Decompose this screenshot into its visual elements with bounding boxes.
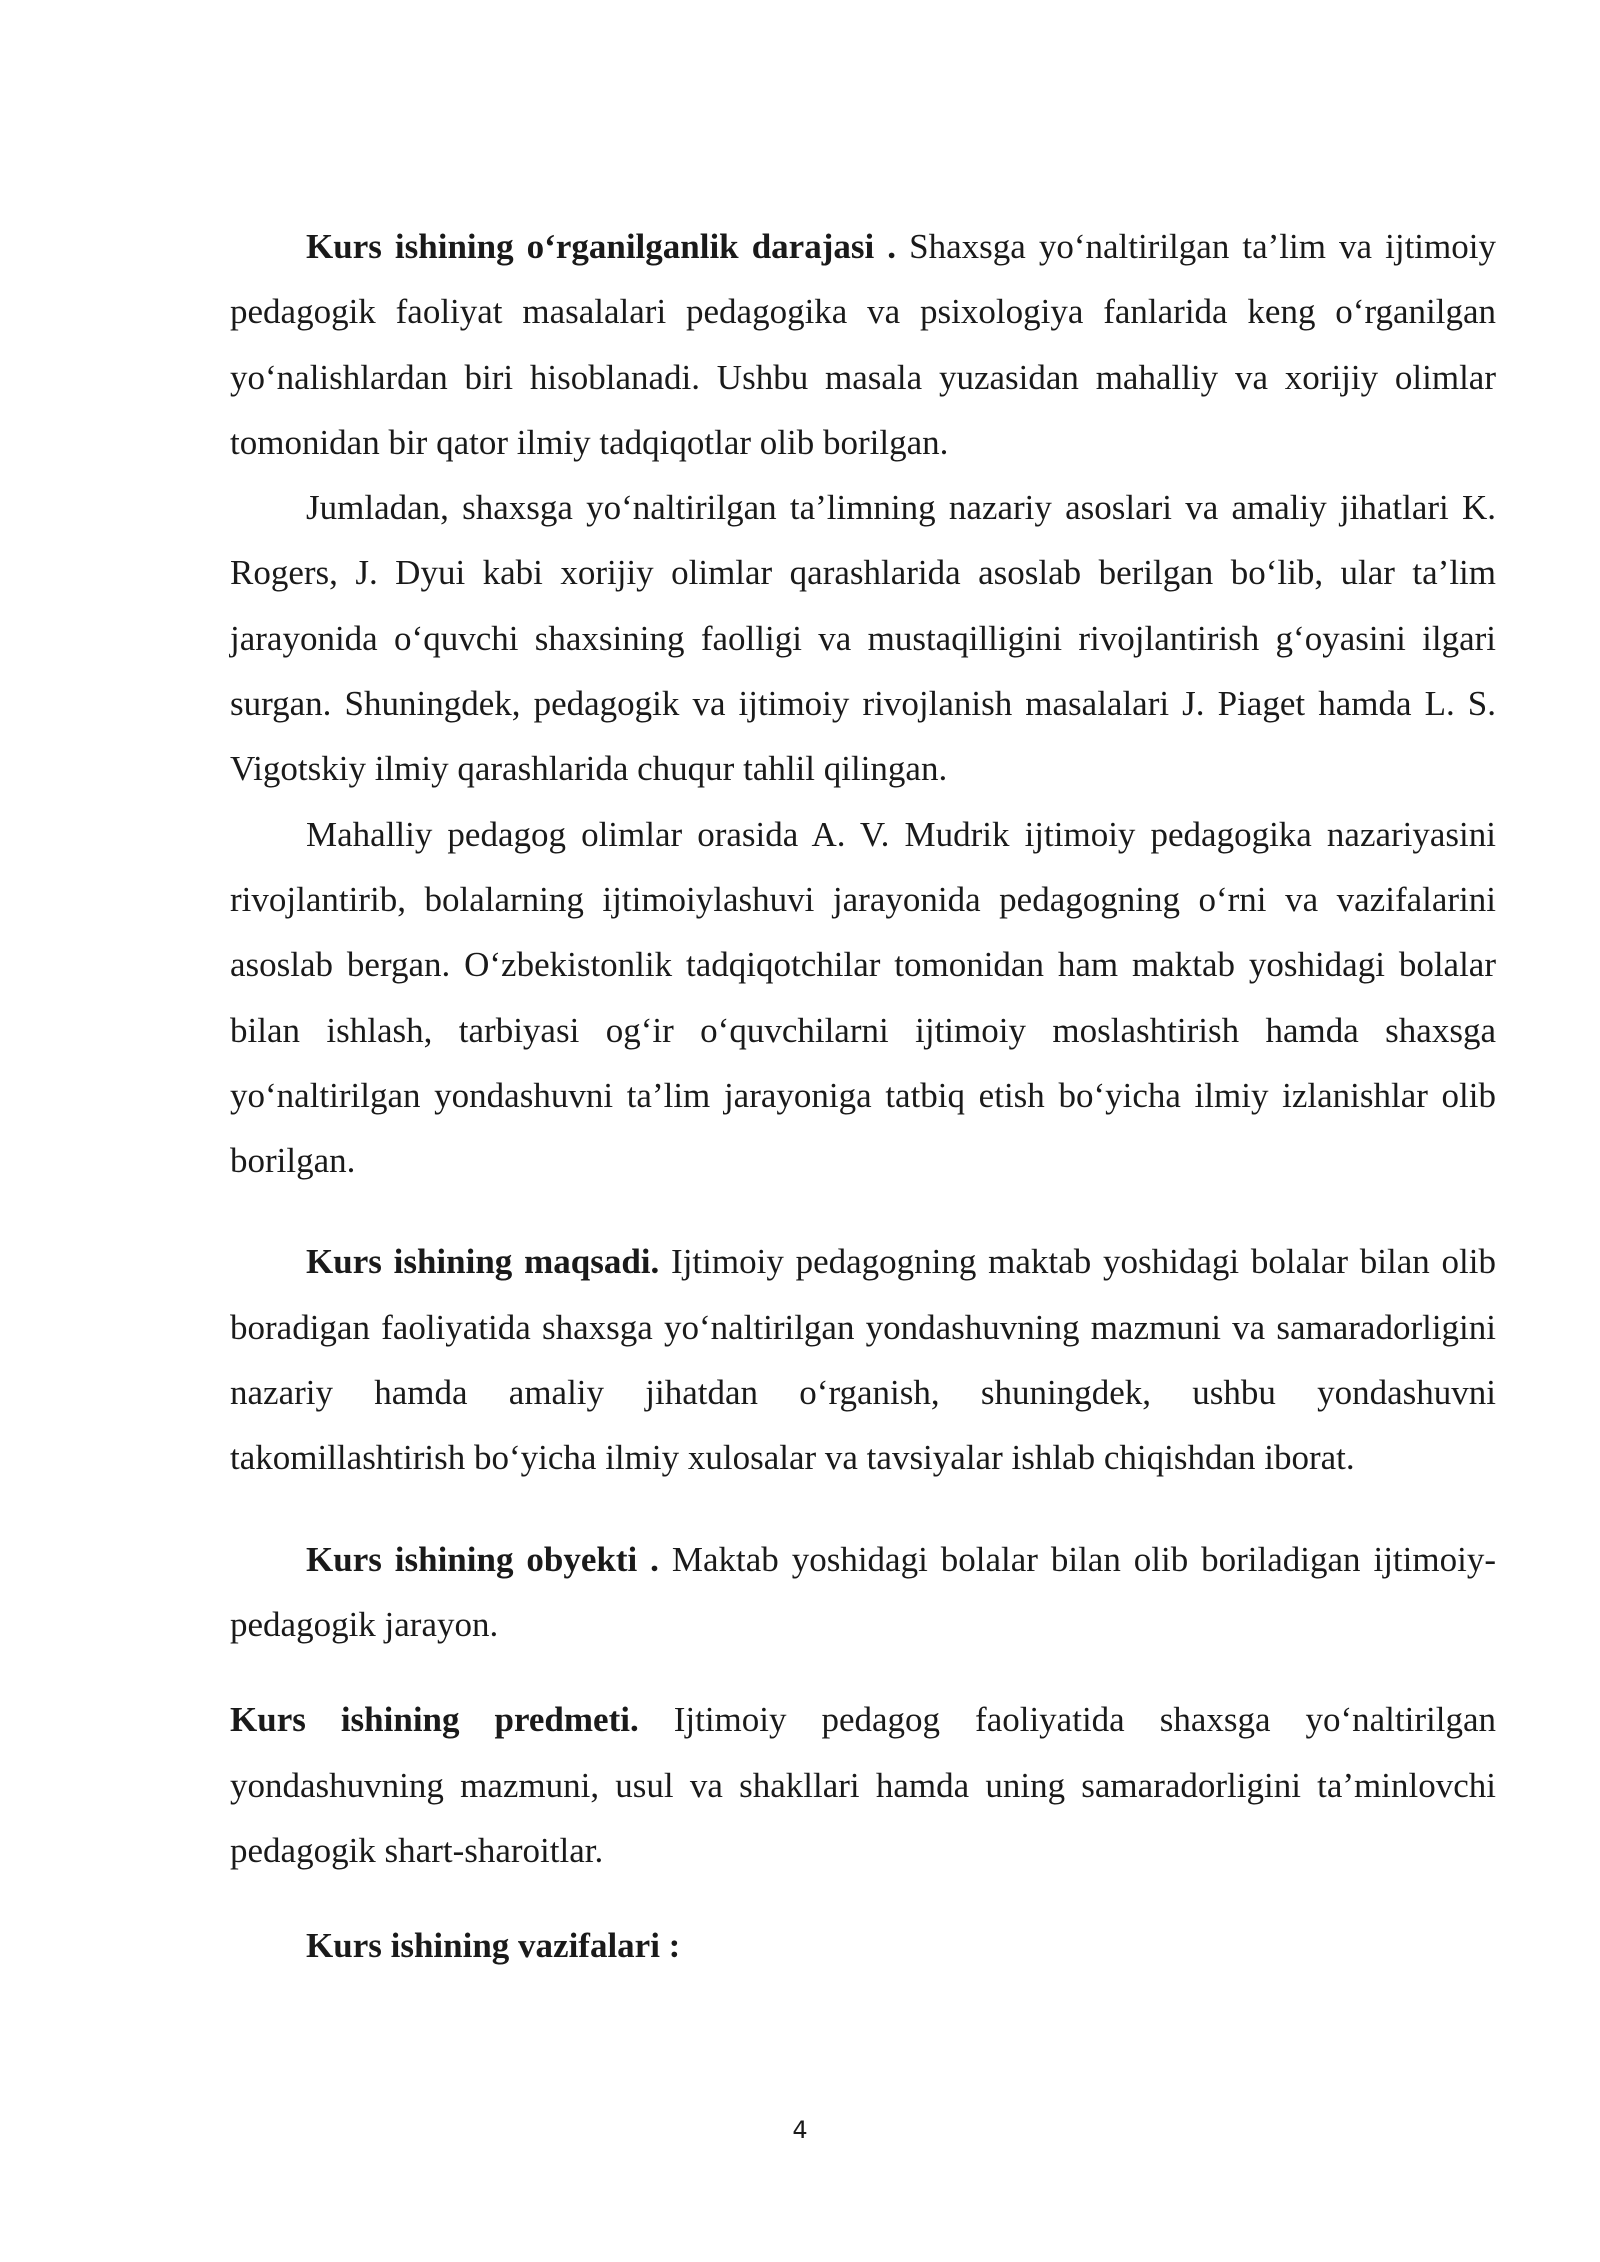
heading-object: Kurs ishining obyekti . bbox=[306, 1539, 659, 1579]
paragraph-object bbox=[230, 1527, 1496, 1658]
paragraph-goal bbox=[230, 1229, 1496, 1490]
page-content bbox=[230, 214, 1496, 1978]
heading-goal: Kurs ishining maqsadi. bbox=[306, 1242, 660, 1282]
text-local-scholars: Mahalliy pedagog olimlar orasida A. V. Mudrik ijtimoiy pedagogika nazariyasini rivojlantirib, bolalarning ijtimoiylashuvi jarayonida pedagogning o‘rni va vazifalarini asoslab bergan. O‘zbekistonlik tadqiqotchilar tomonidan ham maktab yoshidagi bolalar bilan ishlash, tarbiyasi og‘ir o‘quvchilarni ijtimoiy moslashtirish hamda shaxsga yo‘naltirilgan yondashuvni ta’lim jarayoniga tatbiq etish bo‘yicha ilmiy izlanishlar olib borilgan. bbox=[230, 814, 1496, 1181]
paragraph-subject bbox=[230, 1687, 1496, 1883]
text-object: Maktab yoshidagi bolalar bilan olib boriladigan ijtimoiy-pedagogik jarayon. bbox=[230, 1539, 1496, 1644]
paragraph-tasks bbox=[230, 1913, 1496, 1978]
paragraph-study-level bbox=[230, 214, 1496, 475]
paragraph-local-scholars bbox=[230, 802, 1496, 1194]
text-subject: Ijtimoiy pedagog faoliyatida shaxsga yo‘naltirilgan yondashuvning mazmuni, usul va shakllari hamda uning samaradorligini ta’minlovchi pedagogik shart-sharoitlar. bbox=[230, 1700, 1496, 1870]
heading-subject: Kurs ishining predmeti. bbox=[230, 1700, 639, 1740]
text-study-level: Shaxsga yo‘naltirilgan ta’lim va ijtimoiy pedagogik faoliyat masalalari pedagogika va psixologiya fanlarida keng o‘rganilgan yo‘nalishlardan biri hisoblanadi. Ushbu masala yuzasidan mahalliy va xorijiy olimlar tomonidan bir qator ilmiy tadqiqotlar olib borilgan. bbox=[230, 227, 1496, 462]
text-goal: Ijtimoiy pedagogning maktab yoshidagi bolalar bilan olib boradigan faoliyatida shaxsga yo‘naltirilgan yondashuvning mazmuni va samaradorligini nazariy hamda amaliy jihatdan o‘rganish, shuningdek, ushbu yondashuvni takomillashtirish bo‘yicha ilmiy xulosalar va tavsiyalar ishlab chiqishdan iborat. bbox=[230, 1242, 1497, 1478]
heading-tasks: Kurs ishining vazifalari : bbox=[306, 1926, 681, 1966]
text-foreign-scholars: Jumladan, shaxsga yo‘naltirilgan ta’limning nazariy asoslari va amaliy jihatlari K. Rogers, J. Dyui kabi xorijiy olimlar qarashlarida asoslab berilgan bo‘lib, ular ta’lim jarayonida o‘quvchi shaxsining faolligi va mustaqilligini rivojlantirish g‘oyasini ilgari surgan. Shuningdek, pedagogik va ijtimoiy rivojlanish masalalari J. Piaget hamda L. S. Vigotskiy ilmiy qarashlarida chuqur tahlil qilingan. bbox=[230, 488, 1496, 789]
heading-study-level: Kurs ishining o‘rganilganlik darajasi . bbox=[306, 227, 897, 266]
paragraph-foreign-scholars bbox=[230, 475, 1496, 801]
page-number: 4 bbox=[792, 2116, 808, 2144]
